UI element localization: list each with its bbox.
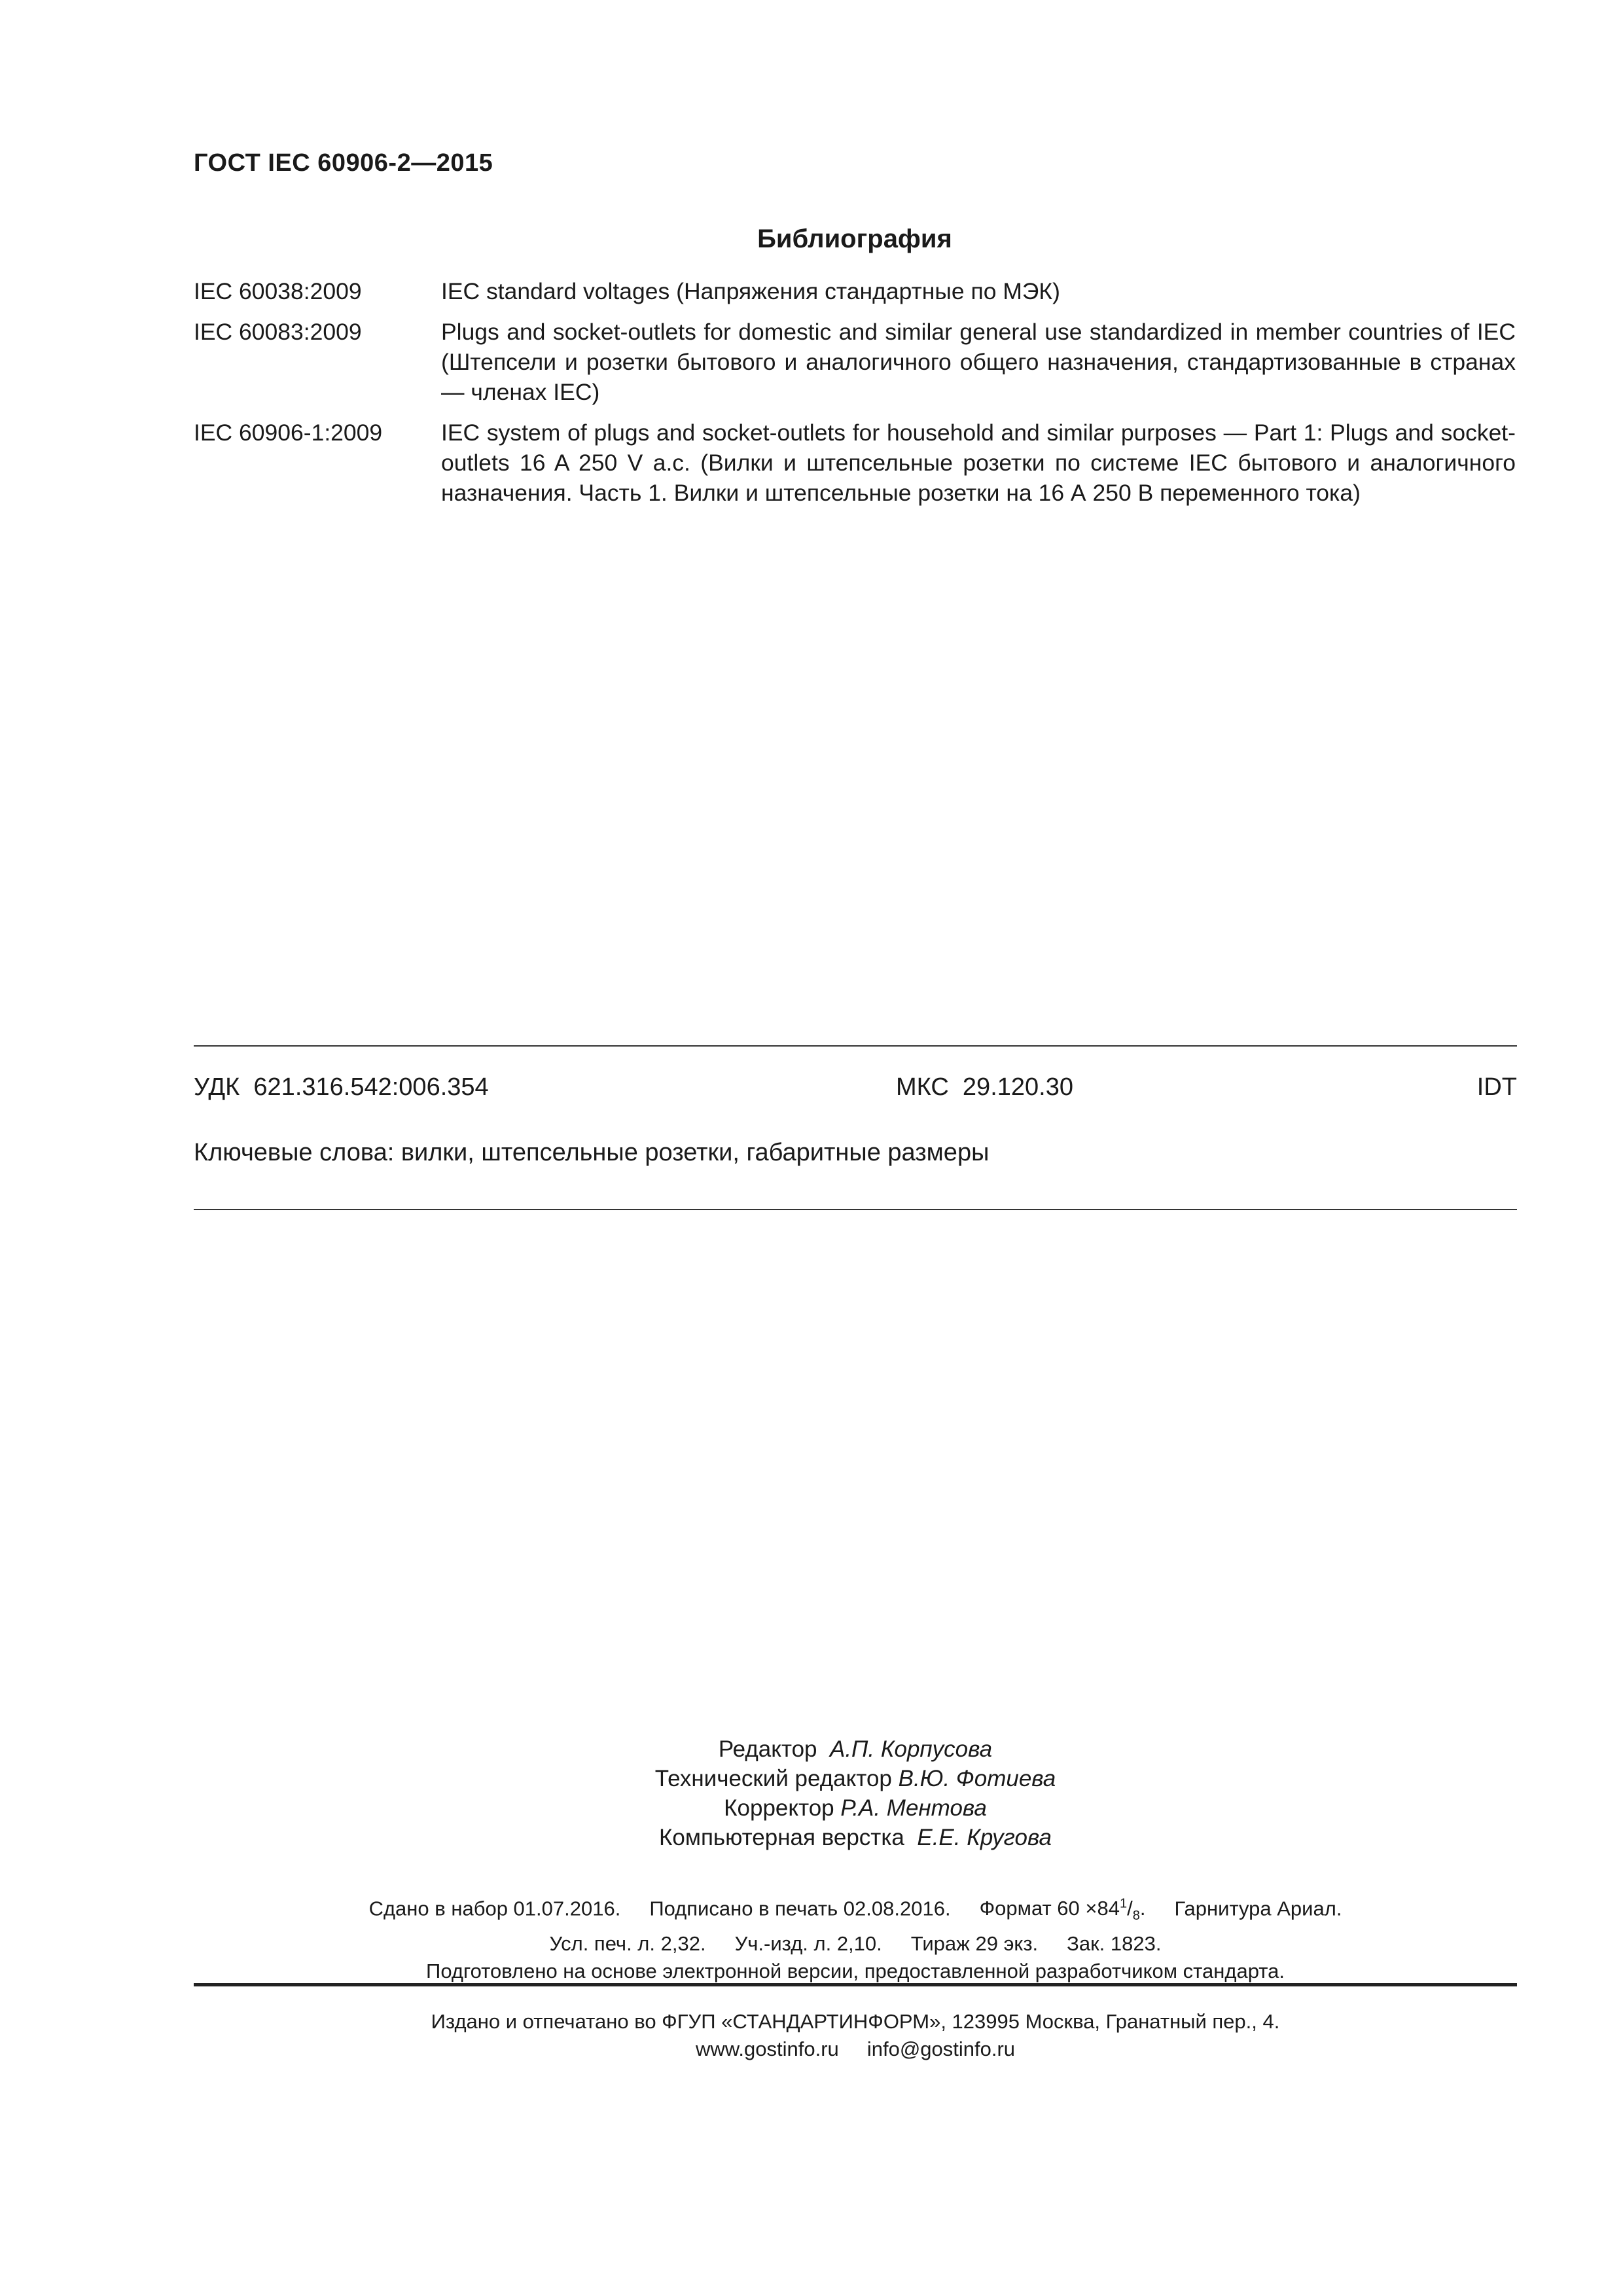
signed-date: Подписано в печать 02.08.2016.	[649, 1897, 951, 1920]
print-sheets: Усл. печ. л. 2,32.	[549, 1931, 706, 1955]
bibliography-text: IEC system of plugs and socket-outlets for household and similar purposes — Part 1: Plugs and socket-outlets 16 A 250 V a.c. (Вилки и штепсельные розетки по системе IEC бытового и аналогичного назначения. Часть 1. Вилки и штепсельные розетки на 16 А 250 В переменного тока)	[441, 420, 1516, 506]
credit-name: Е.Е. Кругова	[917, 1825, 1052, 1850]
mks-code: МКС 29.120.30	[896, 1073, 1073, 1101]
udk-code: УДК 621.316.542:006.354	[194, 1073, 489, 1101]
paper-format: Формат $60 \times 84^1/_8$.	[979, 1897, 1146, 1924]
order-number: Зак. 1823.	[1067, 1931, 1162, 1955]
bibliography-entry	[194, 317, 1516, 407]
bibliography-ref: IEC 60083:2009	[194, 319, 362, 345]
keywords: Ключевые слова: вилки, штепсельные розетки, габаритные размеры	[194, 1139, 990, 1166]
bibliography-title: Библиография	[757, 224, 952, 253]
credit-tech-editor	[194, 1764, 1517, 1793]
bibliography-text: IEC standard voltages (Напряжения стандартные по МЭК)	[441, 278, 1060, 304]
printer-address: Издано и отпечатано во ФГУП «СТАНДАРТИНФОРМ», 123995 Москва, Гранатный пер., 4.	[431, 2010, 1280, 2033]
typeset-date: Сдано в набор 01.07.2016.	[368, 1897, 621, 1920]
printer-contacts	[194, 2036, 1517, 2063]
credit-proofreader	[194, 1793, 1517, 1823]
publication-line-3: Подготовлено на основе электронной версии, предоставленной разработчиком стандарта.	[426, 1959, 1285, 1982]
credit-name: В.Ю. Фотиева	[898, 1766, 1056, 1791]
idt-marker: IDT	[1476, 1073, 1517, 1101]
credit-editor	[194, 1734, 1517, 1764]
credits-block	[194, 1734, 1517, 1852]
typeface: Гарнитура Ариал.	[1174, 1897, 1342, 1920]
bibliography-entry	[194, 276, 1516, 306]
publication-line-1	[194, 1890, 1517, 1930]
printer-website: www.gostinfo.ru	[695, 2037, 839, 2060]
credit-label: Редактор	[718, 1736, 817, 1762]
pub-sheets: Уч.-изд. л. 2,10.	[734, 1931, 882, 1955]
bibliography-text: Plugs and socket-outlets for domestic and similar general use standardized in member countries of IEC (Штепсели и розетки бытового и аналогичного общего назначения, стандартизованные в странах — членах IEC)	[441, 319, 1516, 405]
bibliography-list	[194, 276, 1516, 518]
credit-layout	[194, 1823, 1517, 1852]
credit-name: А.П. Корпусова	[829, 1736, 993, 1762]
classification-bottom-divider	[194, 1209, 1517, 1210]
credit-label: Корректор	[724, 1795, 834, 1821]
classification-row	[194, 1073, 1517, 1106]
standard-code: ГОСТ IEC 60906-2—2015	[194, 149, 493, 177]
credit-label: Компьютерная верстка	[659, 1825, 904, 1850]
classification-top-divider	[194, 1045, 1517, 1047]
bibliography-ref: IEC 60038:2009	[194, 278, 362, 304]
publication-info	[194, 1890, 1517, 1985]
print-run: Тираж 29 экз.	[910, 1931, 1039, 1955]
publication-line-2	[194, 1930, 1517, 1958]
credit-label: Технический редактор	[654, 1766, 892, 1791]
footer-divider	[194, 1983, 1517, 1986]
credit-name: Р.А. Ментова	[840, 1795, 987, 1821]
bibliography-ref: IEC 60906-1:2009	[194, 420, 383, 446]
bibliography-entry	[194, 418, 1516, 508]
printer-email: info@gostinfo.ru	[866, 2037, 1016, 2060]
printer-info	[194, 2008, 1517, 2063]
